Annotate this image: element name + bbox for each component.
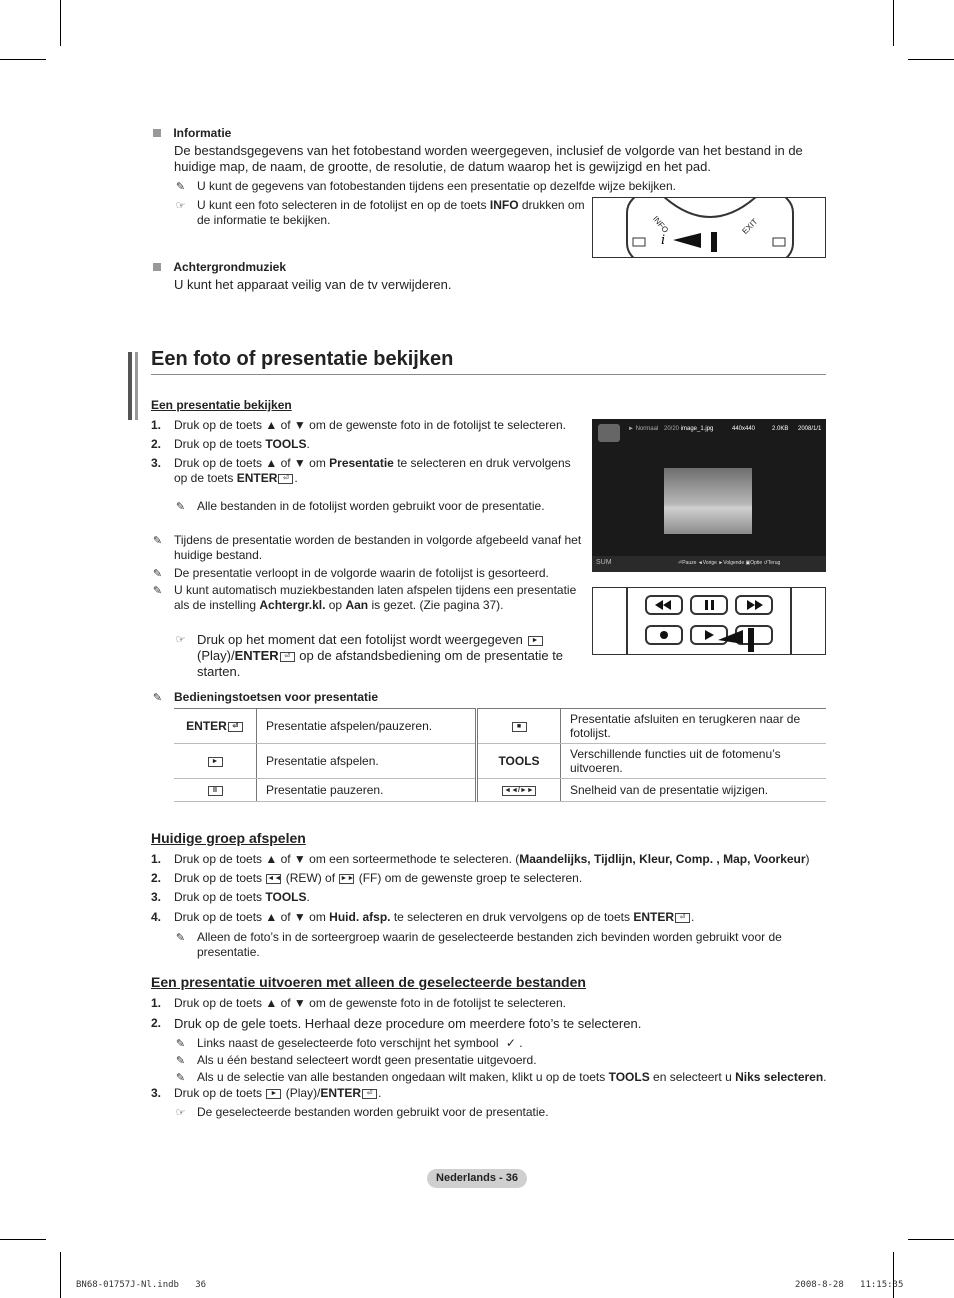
play-icon: ► <box>266 1089 281 1099</box>
selected-note-2 <box>174 1053 797 1068</box>
music-heading: Achtergrondmuziek <box>173 260 287 274</box>
hand-note-icon: ☞ <box>175 1106 186 1119</box>
music-text: U kunt het apparaat veilig van de tv verwijderen. <box>174 277 452 292</box>
crop-mark <box>0 1239 46 1240</box>
enter-icon: ⏎ <box>678 560 683 566</box>
group-step-3 <box>151 890 831 905</box>
note-text: U kunt automatisch muziekbestanden laten afspelen tijdens een presentatie als de instelling <box>174 583 577 612</box>
play-indicator-icon: ► <box>628 426 634 432</box>
play-icon: ► <box>208 757 223 767</box>
info-note-2 <box>174 198 597 228</box>
group-note <box>174 930 797 960</box>
photo-folder-icon <box>598 424 620 442</box>
enter-key: ENTER <box>186 719 227 733</box>
crop-mark <box>893 1252 894 1298</box>
right-arrow-icon: ► <box>718 560 724 566</box>
remote-info-svg <box>593 198 825 257</box>
selected-step-1 <box>151 996 831 1011</box>
tip-text: (Play)/ <box>197 648 235 663</box>
screen-sum: SUM <box>596 559 612 566</box>
note-text: Alleen de foto’s in de sorteergroep waarin de geselecteerde bestanden zich bevinden worden gebruikt voor de presentatie. <box>197 930 782 959</box>
step-number: 2. <box>151 871 162 885</box>
footer-stamp: 2008-8-28 11:15:35 <box>795 1280 904 1290</box>
screen-file: image_1.jpg <box>680 426 714 432</box>
text: te selecteren en druk vervolgens op de toets <box>174 456 571 485</box>
screen-buttons <box>678 560 780 566</box>
table-row <box>174 709 826 744</box>
note-text: Tijdens de presentatie worden de bestanden in volgorde afgebeeld vanaf het huidige bestand. <box>174 533 582 562</box>
slideshow-step-3 <box>151 456 571 486</box>
info-note-1 <box>174 179 717 194</box>
note-text: Links naast de geselecteerde foto verschijnt het symbool <box>197 1036 499 1050</box>
screen-res: 440x440 <box>732 426 756 432</box>
text: Druk op de toets <box>174 1086 266 1100</box>
controls-heading: Bedieningstoetsen voor presentatie <box>174 690 379 704</box>
text: (REW) of <box>282 871 339 885</box>
hand-note-icon: ☞ <box>175 199 186 212</box>
text: (FF) om de gewenste groep te selecteren. <box>355 871 583 885</box>
note-icon: ✎ <box>175 1037 186 1050</box>
screen-info-bar <box>628 426 713 432</box>
bullet-square-icon <box>153 129 161 137</box>
slideshow-step-2 <box>151 437 571 452</box>
info-section <box>153 126 231 141</box>
table-row <box>174 779 826 802</box>
group-step-2 <box>151 871 831 886</box>
enter-icon: ⏎ <box>278 474 293 484</box>
crop-mark <box>893 0 894 46</box>
note-text: De geselecteerde bestanden worden gebruikt voor de presentatie. <box>197 1105 549 1119</box>
slideshow-note-a <box>174 499 597 514</box>
note-icon: ✎ <box>152 534 163 547</box>
fast-forward-icon: ►► <box>340 874 355 882</box>
crop-mark <box>908 59 954 60</box>
table-desc-cell: Presentatie afsluiten en terugkeren naar de fotolijst. <box>561 709 827 744</box>
enter-key: ENTER <box>234 648 279 663</box>
pause-label: Pauze <box>682 560 697 566</box>
step-number: 3. <box>151 1086 162 1100</box>
enter-key: ENTER <box>320 1086 362 1100</box>
controls-heading-row <box>151 690 378 705</box>
note-text: Als u de selectie van alle bestanden ongedaan wilt maken, klikt u op de toets <box>197 1070 609 1084</box>
step-number: 3. <box>151 456 162 470</box>
tools-key: TOOLS <box>608 1070 650 1084</box>
section-bar <box>135 352 138 420</box>
remote-info-exit-illustration <box>592 197 826 258</box>
back-label: Terug <box>767 560 781 566</box>
selected-heading: Een presentatie uitvoeren met alleen de geselecteerde bestanden <box>151 974 586 990</box>
section-title: Een foto of presentatie bekijken <box>151 348 454 370</box>
text: . <box>306 437 310 451</box>
info-note-1-text: U kunt de gegevens van fotobestanden tijdens een presentatie op dezelfde wijze bekijken. <box>197 179 676 193</box>
setting-name: Achtergr.kl. <box>259 598 326 612</box>
text: Druk op de toets ▲ of ▼ om <box>174 456 330 470</box>
note-icon: ✎ <box>175 1054 186 1067</box>
info-note-2-text: drukken om de informatie te bekijken. <box>197 198 585 227</box>
step-number: 2. <box>151 1016 162 1030</box>
tv-screen-illustration <box>592 419 826 572</box>
photo-preview <box>664 468 752 534</box>
remote-playback-svg <box>593 588 825 654</box>
section-rule <box>151 374 826 375</box>
text: Druk op de toets <box>174 871 266 885</box>
text: Druk op de toets ▲ of ▼ om <box>174 910 330 924</box>
step-text <box>151 456 571 486</box>
note-icon: ✎ <box>175 931 186 944</box>
group-step-1 <box>151 852 831 867</box>
slideshow-step-1 <box>151 418 571 433</box>
step-text <box>151 890 831 905</box>
step-number: 2. <box>151 437 162 451</box>
return-icon: ↺ <box>763 560 768 566</box>
niks-selecteren-term: Niks selecteren <box>735 1070 824 1084</box>
selected-note-1: ✎ Links naast de geselecteerde foto verschijnt het symbool ✓ . <box>175 1036 523 1050</box>
table-key-cell <box>174 709 257 744</box>
note-icon: ✎ <box>152 584 163 597</box>
huid-afsp-term: Huid. afsp. <box>329 910 391 924</box>
remote-exit-label: EXIT <box>740 217 760 236</box>
stop-icon: ■ <box>512 722 527 732</box>
remote-playback-illustration <box>592 587 826 655</box>
crop-mark <box>60 1252 61 1298</box>
table-desc-cell: Presentatie afspelen/pauzeren. <box>257 709 477 744</box>
note-icon: ✎ <box>175 500 186 513</box>
note-icon: ✎ <box>175 1071 186 1084</box>
step-number: 1. <box>151 418 162 432</box>
enter-icon: ⏎ <box>362 1089 377 1099</box>
step-text <box>151 437 571 452</box>
enter-key: ENTER <box>633 910 674 924</box>
table-key-cell <box>174 779 257 802</box>
selected-note-3 <box>174 1070 847 1085</box>
step-text: Druk op de toets ▲ of ▼ om de gewenste foto in de fotolijst te selecteren. <box>174 418 566 432</box>
rewind-icon: ◄◄ <box>267 874 282 882</box>
play-icon: ► <box>528 636 543 646</box>
note-text: en selecteert u <box>649 1070 736 1084</box>
table-key-cell <box>477 709 561 744</box>
rew-ff-icon: ◄◄/►► <box>504 786 534 794</box>
tools-icon: ▣ <box>745 560 751 566</box>
info-heading: Informatie <box>173 126 232 140</box>
enter-icon: ⏎ <box>280 652 295 662</box>
step-text <box>151 910 831 925</box>
options-label: Optie <box>750 560 763 566</box>
footer-file: BN68-01757J-Nl.indb 36 <box>76 1280 207 1290</box>
text: Druk op de toets <box>174 437 266 451</box>
step-number: 1. <box>151 852 162 866</box>
table-row <box>174 744 826 779</box>
presentatie-term: Presentatie <box>329 456 394 470</box>
bullet-square-icon <box>153 263 161 271</box>
selected-step-2 <box>151 1016 831 1032</box>
tip-text: Druk op het moment dat een fotolijst wordt weergegeven <box>197 632 527 647</box>
text: . <box>294 471 298 485</box>
slideshow-note-c <box>151 566 594 581</box>
next-label: Volgende <box>723 560 745 566</box>
tip-text: op de afstandsbediening om de presentatie te starten. <box>197 648 564 679</box>
note-icon: ✎ <box>152 691 163 704</box>
selected-note-4 <box>174 1105 797 1120</box>
svg-text:i: i <box>661 233 666 248</box>
text: ) <box>805 852 810 866</box>
selected-step-3 <box>151 1086 831 1101</box>
text: . <box>306 890 310 904</box>
slideshow-note-d <box>151 583 594 613</box>
prev-label: Vorige <box>702 560 717 566</box>
enter-key: ENTER <box>236 471 278 485</box>
tools-key: TOOLS <box>265 437 307 451</box>
section-bar <box>128 352 132 420</box>
page-number-badge: Nederlands - 36 <box>427 1169 527 1188</box>
step-text: Druk op de gele toets. Herhaal deze procedure om meerdere foto’s te selecteren. <box>174 1016 642 1031</box>
step-number: 4. <box>151 910 162 924</box>
note-text: . <box>823 1070 827 1084</box>
sort-options: Maandelijks, Tijdlijn, Kleur, Comp. , Map, Voorkeur <box>519 852 806 866</box>
note-text: De presentatie verloopt in de volgorde waarin de fotolijst is gesorteerd. <box>174 566 549 580</box>
info-note-2-text: U kunt een foto selecteren in de fotolijst en op de toets <box>197 198 490 212</box>
note-text: op <box>325 598 346 612</box>
note-text: Alle bestanden in de fotolijst worden gebruikt voor de presentatie. <box>197 499 545 513</box>
table-key-cell: TOOLS <box>477 744 561 779</box>
music-section <box>153 260 286 275</box>
tools-key: TOOLS <box>265 890 307 904</box>
screen-index: 20/20 <box>663 426 679 432</box>
note-text: Als u één bestand selecteert wordt geen presentatie uitgevoerd. <box>197 1053 537 1067</box>
crop-mark <box>0 59 46 60</box>
table-desc-cell: Presentatie afspelen. <box>257 744 477 779</box>
crop-mark <box>908 1239 954 1240</box>
note-icon: ✎ <box>152 567 163 580</box>
hand-note-icon: ☞ <box>175 633 186 646</box>
screen-size: 2.0KB <box>772 426 789 432</box>
enter-icon: ⏎ <box>228 722 243 732</box>
text: Druk op de toets ▲ of ▼ om een sorteermethode te selecteren. ( <box>174 852 520 866</box>
note-icon: ✎ <box>175 180 186 193</box>
screen-date: 2008/1/1 <box>798 426 822 432</box>
step-text: Druk op de toets ▲ of ▼ om de gewenste foto in de fotolijst te selecteren. <box>174 996 566 1010</box>
check-mark-icon: ✓ <box>505 1036 516 1050</box>
setting-value: Aan <box>345 598 369 612</box>
text: te selecteren en druk vervolgens op de toets <box>390 910 634 924</box>
step-text <box>151 1086 831 1101</box>
table-key-cell <box>174 744 257 779</box>
step-text <box>151 852 831 867</box>
info-key: INFO <box>489 198 519 212</box>
step-number: 3. <box>151 890 162 904</box>
table-desc-cell: Snelheid van de presentatie wijzigen. <box>561 779 827 802</box>
step-number: 1. <box>151 996 162 1010</box>
left-arrow-icon: ◄ <box>697 560 703 566</box>
crop-mark <box>60 0 61 46</box>
controls-table <box>174 708 826 802</box>
text: . <box>690 910 695 924</box>
screen-mode: Normaal <box>635 426 659 432</box>
info-text: De bestandsgegevens van het fotobestand worden weergegeven, inclusief de volgorde van het bestand in de huidige map, de naam, de grootte, de resolutie, de datum waarop het is gewijzigd en het pad. <box>174 143 803 174</box>
text: (Play)/ <box>282 1086 321 1100</box>
step-text <box>151 871 831 886</box>
table-desc-cell: Presentatie pauzeren. <box>257 779 477 802</box>
remote-info-label: INFO <box>650 214 671 235</box>
slideshow-tip <box>174 632 597 680</box>
enter-icon: ⏎ <box>675 913 690 923</box>
table-desc-cell: Verschillende functies uit de fotomenu’s uitvoeren. <box>561 744 827 779</box>
slideshow-subheading: Een presentatie bekijken <box>151 398 292 412</box>
pause-icon: II <box>208 786 223 796</box>
text: Druk op de toets <box>174 890 266 904</box>
group-heading: Huidige groep afspelen <box>151 830 306 846</box>
slideshow-note-b <box>151 533 594 563</box>
note-text: is gezet. (Zie pagina 37). <box>368 598 504 612</box>
text: . <box>378 1086 382 1100</box>
group-step-4 <box>151 910 831 925</box>
table-key-cell <box>477 779 561 802</box>
